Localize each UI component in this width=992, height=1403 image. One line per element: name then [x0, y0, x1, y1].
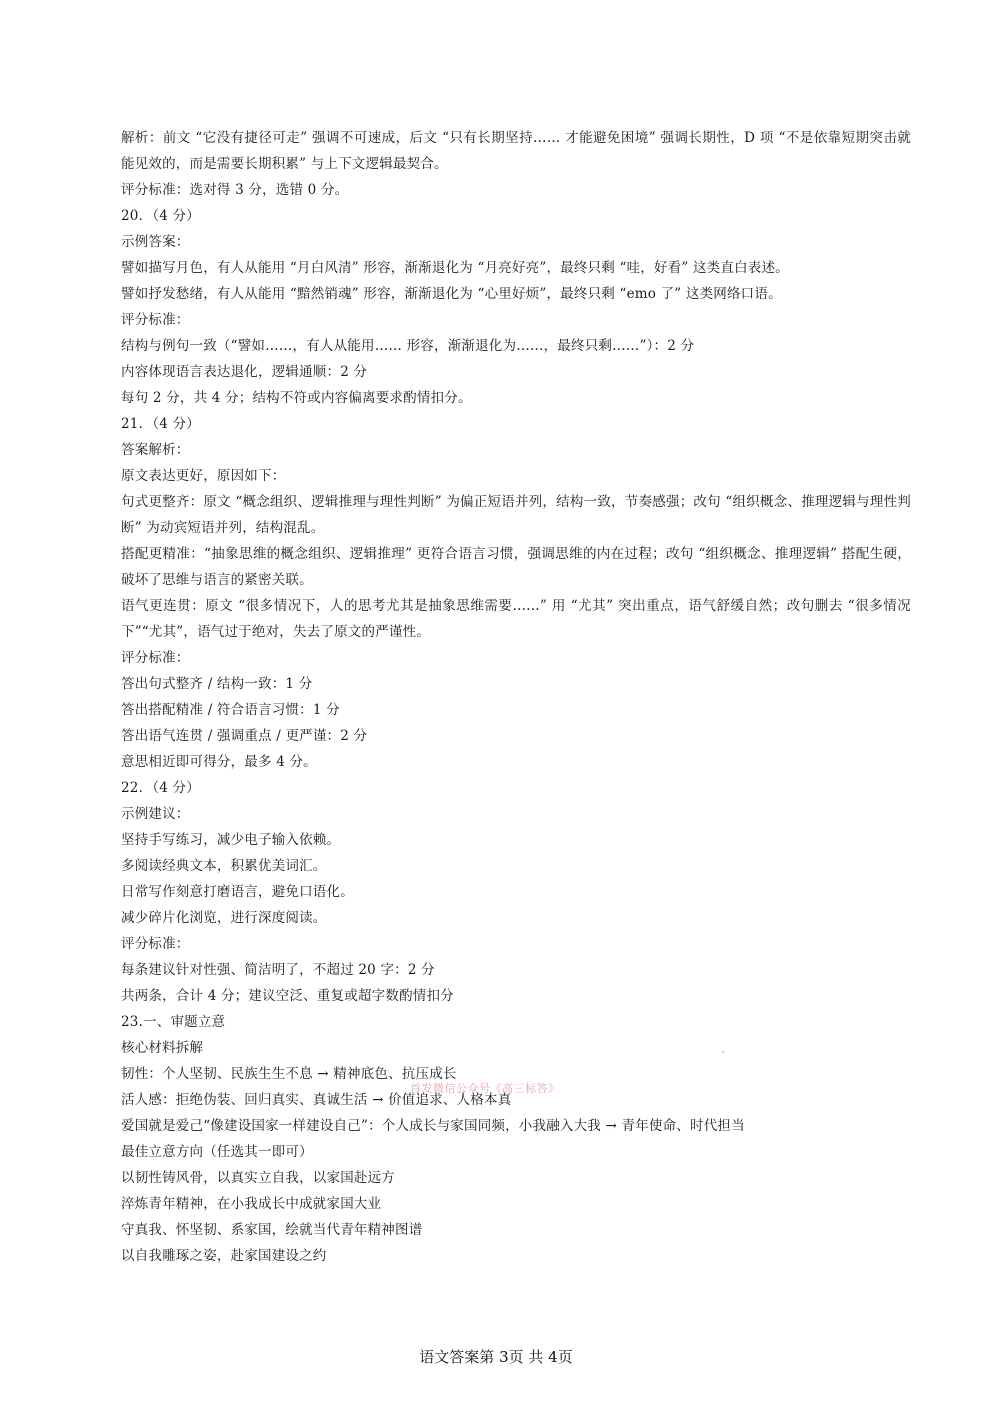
text-line: 核心材料拆解 [121, 1040, 204, 1056]
question-heading-20: 20．（4 分） [121, 208, 200, 224]
text-line: 示例建议： [121, 806, 190, 822]
text-line: 韧性：个人坚韧、民族生生不息 → 精神底色、抗压成长 [121, 1066, 457, 1082]
text-line: 评分标准：选对得 3 分，选错 0 分。 [121, 182, 349, 198]
text-line: 共两条，合计 4 分；建议空泛、重复或超字数酌情扣分 [121, 988, 454, 1004]
text-line: 每条建议针对性强、简洁明了，不超过 20 字：2 分 [121, 962, 435, 978]
question-heading-22: 22．（4 分） [121, 780, 200, 796]
text-line: 每句 2 分，共 4 分；结构不符或内容偏离要求酌情扣分。 [121, 390, 472, 406]
text-line: 示例答案： [121, 234, 190, 250]
text-line: 最佳立意方向（任选其一即可） [121, 1144, 313, 1160]
scan-speck [722, 1051, 724, 1053]
answer-content [121, 125, 911, 1269]
text-line: 答出句式整齐 / 结构一致：1 分 [121, 676, 313, 692]
text-line: 以自我雕琢之姿，赴家国建设之约 [121, 1248, 327, 1264]
text-line: 譬如抒发愁绪，有人从能用 “黯然销魂” 形容，渐渐退化为 “心里好烦”，最终只剩 “emo 了” 这类网络口语。 [121, 286, 782, 302]
text-line: 意思相近即可得分，最多 4 分。 [121, 754, 317, 770]
text-line: 以韧性铸风骨，以真实立自我，以家国赴远方 [121, 1170, 395, 1186]
text-line: 评分标准： [121, 650, 190, 666]
text-line: 譬如描写月色，有人从能用 “月白风清” 形容，渐渐退化为 “月亮好亮”，最终只剩 “哇，好看” 这类直白表述。 [121, 260, 789, 276]
watermark: 首发微信公众号《高三标答》 [410, 1082, 560, 1095]
text-line: 淬炼青年精神，在小我成长中成就家国大业 [121, 1196, 382, 1212]
text-line: 爱国就是爱己“像建设国家一样建设自己”：个人成长与家国同频，小我融入大我 → 青年使命、时代担当 [121, 1118, 745, 1134]
text-line: 答出搭配精准 / 符合语言习惯：1 分 [121, 702, 340, 718]
text-line: 坚持手写练习，减少电子输入依赖。 [121, 832, 341, 848]
text-line: 评分标准： [121, 312, 190, 328]
text-line: 多阅读经典文本，积累优美词汇。 [121, 858, 327, 874]
question-heading-21: 21．（4 分） [121, 416, 200, 432]
question-heading-23: 23.一、审题立意 [121, 1014, 226, 1030]
text-paragraph: 句式更整齐：原文 “概念组织、逻辑推理与理性判断” 为偏正短语并列，结构一致，节奏感强；改句 “组织概念、推理逻辑与理性判断” 为动宾短语并列，结构混乱。 [121, 494, 911, 536]
text-line: 答案解析： [121, 442, 190, 458]
text-line: 结构与例句一致（“譬如……，有人从能用…… 形容，渐渐退化为……，最终只剩……”）：2 分 [121, 338, 695, 354]
text-line: 原文表达更好，原因如下： [121, 468, 286, 484]
text-paragraph: 语气更连贯：原文 “很多情况下，人的思考尤其是抽象思维需要……” 用 “尤其” 突出重点，语气舒缓自然；改句删去 “很多情况下”“尤其”，语气过于绝对，失去了原文的严谨性。 [121, 598, 911, 640]
text-line: 评分标准： [121, 936, 190, 952]
text-line: 内容体现语言表达退化，逻辑通顺：2 分 [121, 364, 368, 380]
text-paragraph: 搭配更精准：“抽象思维的概念组织、逻辑推理” 更符合语言习惯，强调思维的内在过程；改句 “组织概念、推理逻辑” 搭配生硬，破坏了思维与语言的紧密关联。 [121, 546, 911, 588]
text-line: 守真我、怀坚韧、系家国，绘就当代青年精神图谱 [121, 1222, 423, 1238]
text-line: 日常写作刻意打磨语言，避免口语化。 [121, 884, 354, 900]
text-line: 减少碎片化浏览，进行深度阅读。 [121, 910, 327, 926]
text-line: 答出语气连贯 / 强调重点 / 更严谨：2 分 [121, 728, 368, 744]
page-footer: 语文答案第 3页 共 4页 [419, 1348, 573, 1366]
analysis-19: 解析：前文 “它没有捷径可走” 强调不可速成，后文 “只有长期坚持…… 才能避免困境” 强调长期性，D 项 “不是依靠短期突击就能见效的，而是需要长期积累” 与上下文逻辑最契合。 [121, 130, 911, 172]
text-line: 活人感：拒绝伪装、回归真实、真诚生活 → 价值追求、人格本真 [121, 1092, 512, 1108]
